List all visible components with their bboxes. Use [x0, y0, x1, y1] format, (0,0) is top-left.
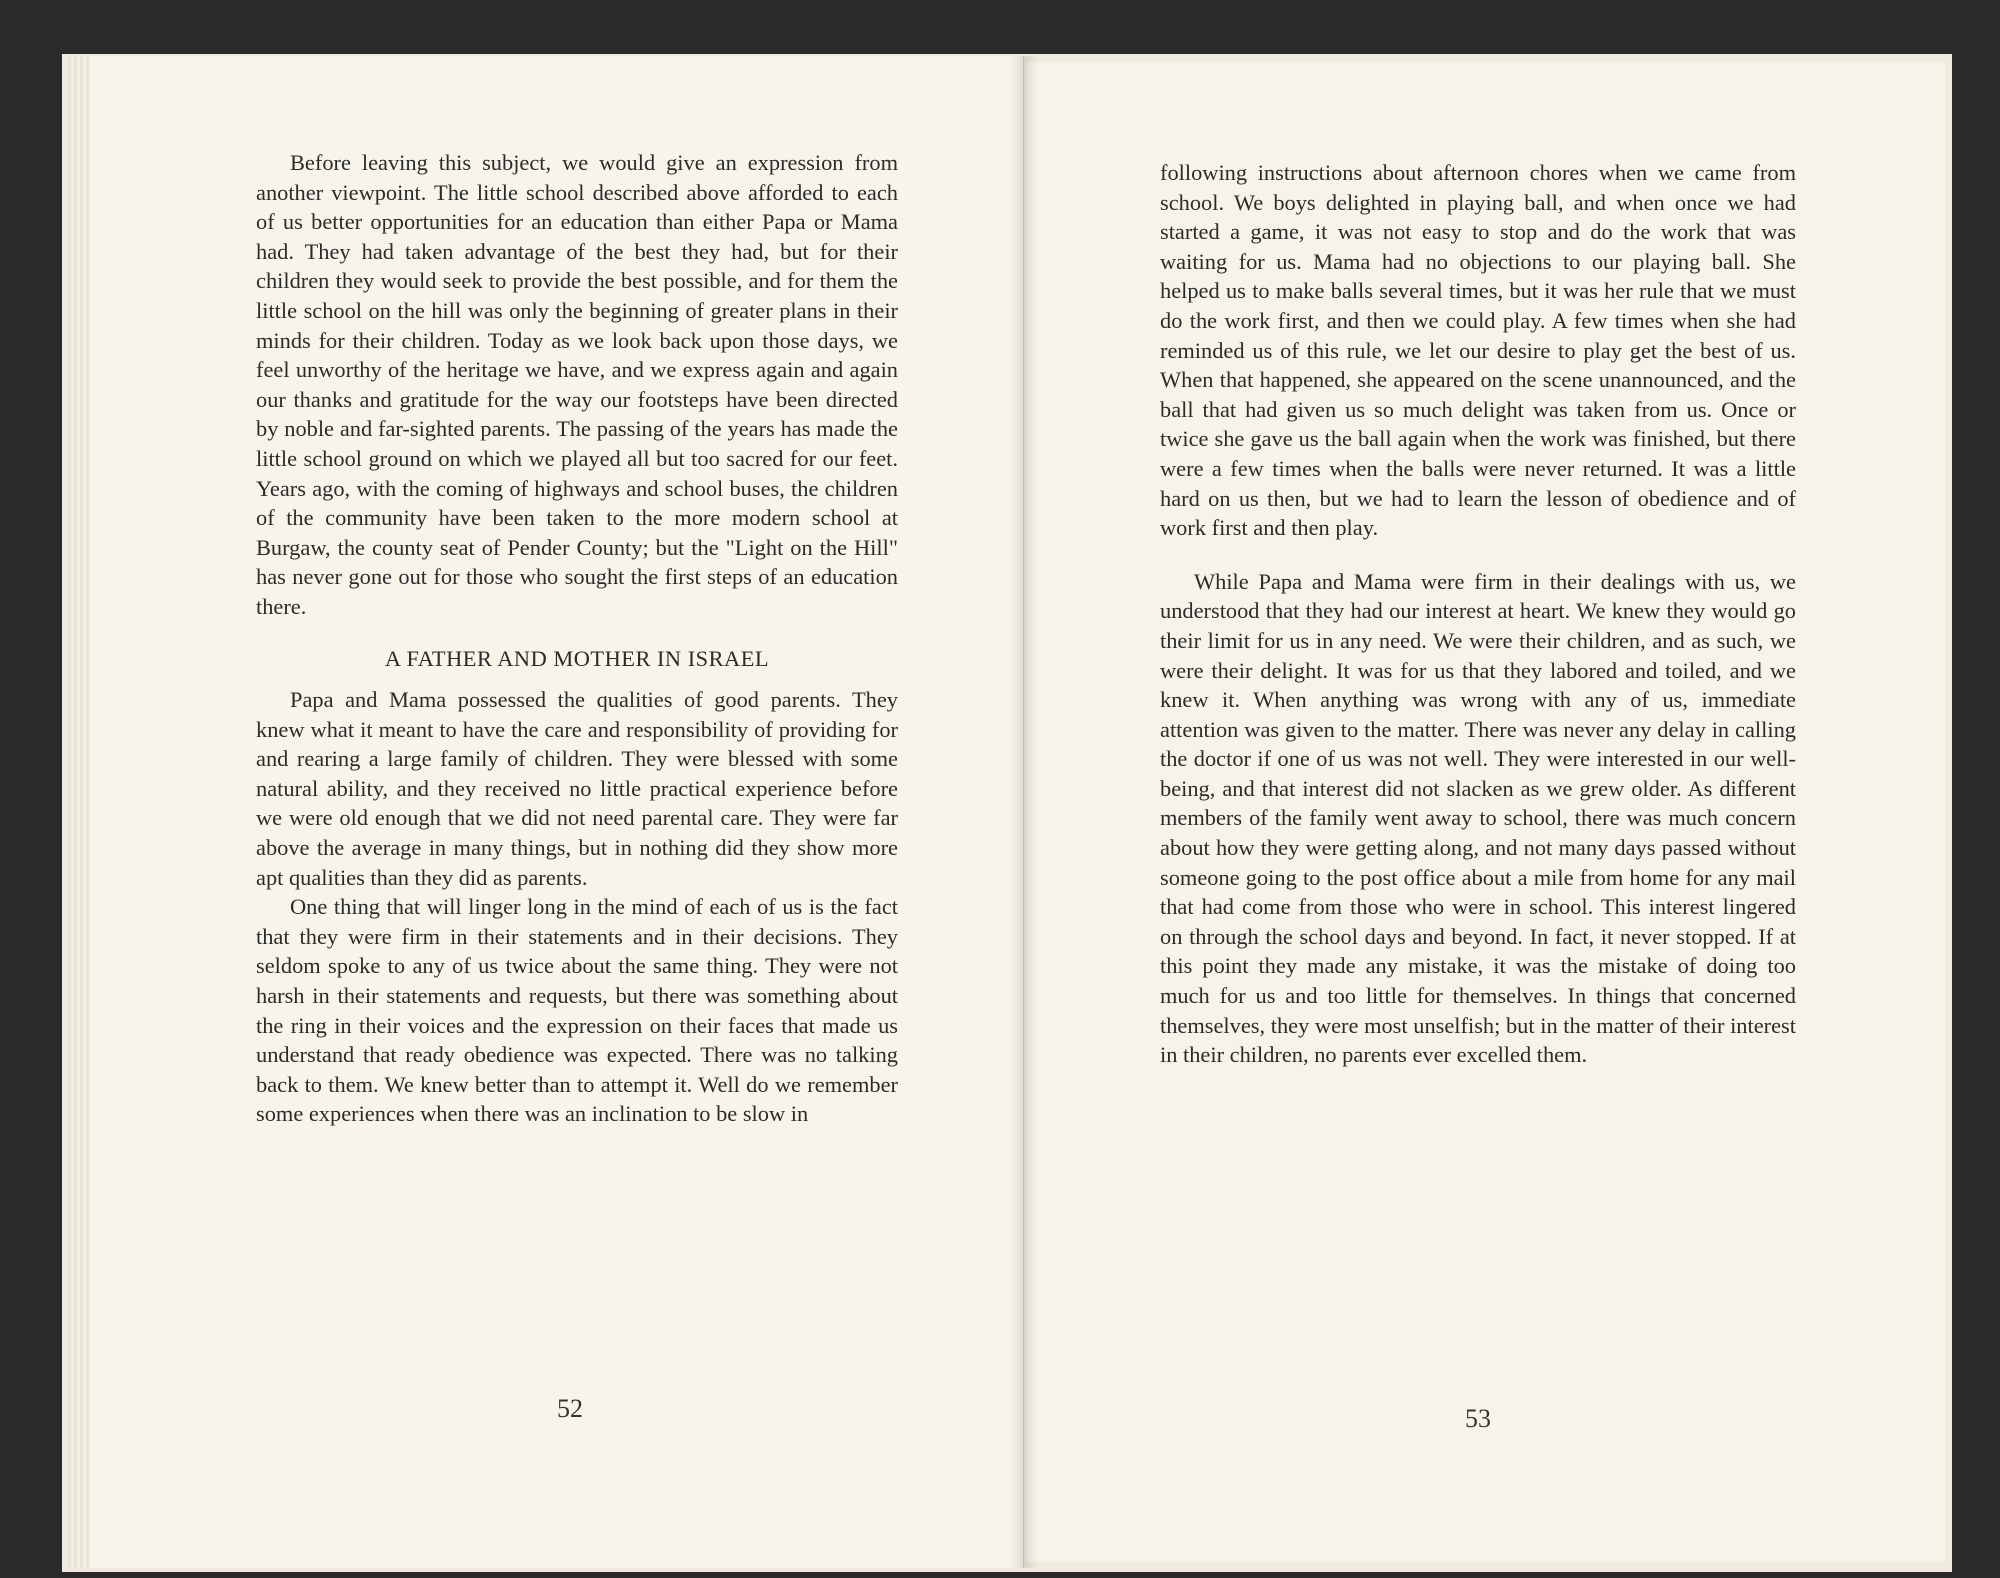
left-page-text — [256, 148, 898, 1129]
paragraph: following instructions about afternoon chores when we came from school. We boys delighted in playing ball, and when once we had started a game, it was not easy to stop and do the work that was waiting for us. Mama had no objections to our playing ball. She helped us to make balls several times, but it was her rule that we must do the work first, and then we could play. A few times when she had reminded us of this rule, we let our desire to play get the best of us. When that happened, she appeared on the scene unannounced, and the ball that had given us so much delight was taken from us. Once or twice she gave us the ball again when the work was finished, but there were a few times when the balls were never returned. It was a little hard on us then, but we had to learn the lesson of obedience and of work first and then play. — [1160, 160, 1796, 541]
book-gutter — [1010, 56, 1038, 1568]
section-heading: A FATHER AND MOTHER IN ISRAEL — [384, 645, 770, 671]
paragraph: While Papa and Mama were firm in their dealings with us, we understood that they had our interest at heart. We knew they would go their limit for us in any need. We were their children, and as such, we were their delight. It was for us that they labored and toiled, and we knew it. When anything was wrong with any of us, immediate attention was given to the matter. There was never any delay in calling the doctor if one of us was not well. They were interested in our well-being, and that interest did not slacken as we grew older. As different members of the family went away to school, there was much concern about how they were getting along, and not many days passed without someone going to the post office about a mile from home for any mail that had come from those who were in school. This interest lingered on through the school days and beyond. In fact, it never stopped. If at this point they made any mistake, it was the mistake of doing too much for us and too little for themselves. In things that concerned themselves, they were most unselfish; but in the matter of their interest in their children, no parents ever excelled them. — [1160, 568, 1796, 1068]
page-edges — [68, 56, 90, 1568]
right-page-text — [1160, 158, 1796, 1070]
paragraph: Papa and Mama possessed the qualities of good parents. They knew what it meant to have the care and responsibility of providing for and rearing a large family of children. They were blessed with some natural ability, and they received no little practical experience before we were old enough that we did not need parental care. They were far above the average in many things, but in nothing did they show more apt qualities than they did as parents. — [256, 687, 898, 890]
page-number-right: 53 — [1465, 1404, 1491, 1433]
page-number-left: 52 — [557, 1394, 583, 1423]
paragraph: One thing that will linger long in the mind of each of us is the fact that they were firm in their statements and in their decisions. They seldom spoke to any of us twice about the same thing. They were not harsh in their statements and requests, but there was something about the ring in their voices and the expression on their faces that made us understand that ready obedience was expected. There was no talking back to them. We knew better than to attempt it. Well do we remember some experiences when there was an inclination to be slow in — [256, 894, 898, 1127]
paragraph: Before leaving this subject, we would give an expression from another viewpoint. The little school described above afforded to each of us better opportunities for an education than either Papa or Mama had. They had taken advantage of the best they had, but for their children they would seek to provide the best possible, and for them the little school on the hill was only the beginning of greater plans in their minds for their children. Today as we look back upon those days, we feel unworthy of the heritage we have, and we express again and again our thanks and gratitude for the way our footsteps have been directed by noble and far-sighted parents. The passing of the years has made the little school ground on which we played all but too sacred for our feet. Years ago, with the coming of highways and school buses, the children of the community have been taken to the more modern school at Burgaw, the county seat of Pender County; but the "Light on the Hill" has never gone out for those who sought the first steps of an education there. — [256, 150, 898, 619]
